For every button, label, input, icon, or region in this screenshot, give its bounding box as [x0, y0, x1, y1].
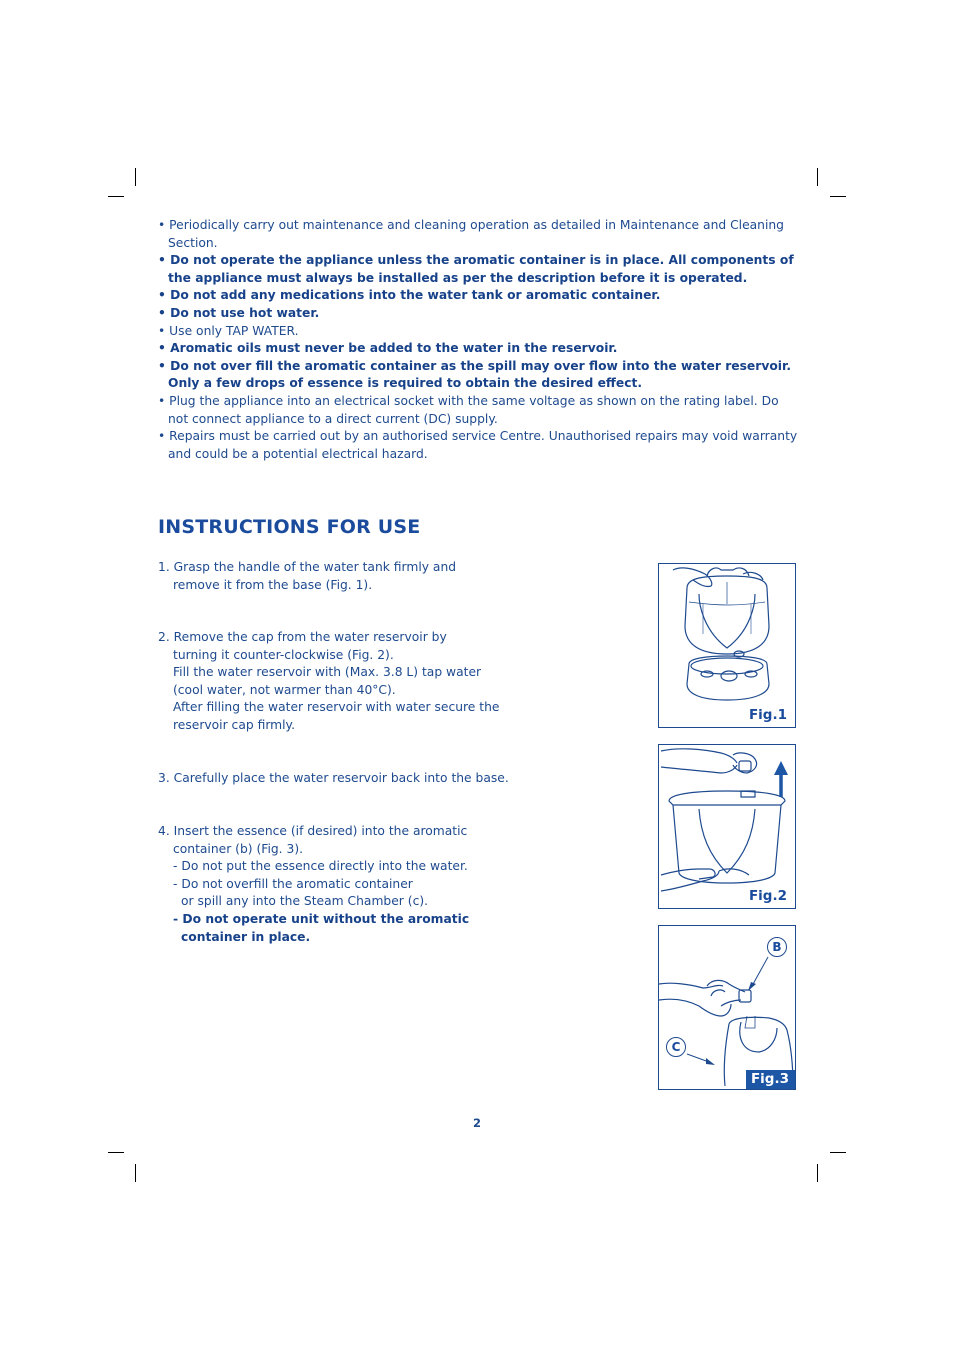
step-text: 4. Insert the essence (if desired) into the aromatic — [158, 824, 468, 838]
crop-mark — [817, 1164, 818, 1182]
step-text: 1. Grasp the handle of the water tank firmly and — [158, 560, 457, 574]
crop-mark — [817, 168, 818, 186]
step-text: container (b) (Fig. 3). — [173, 841, 304, 856]
step-text: turning it counter-clockwise (Fig. 2). — [173, 647, 394, 662]
step-text: remove it from the base (Fig. 1). — [173, 577, 373, 592]
safety-bullet-list — [158, 217, 800, 463]
figure-2 — [658, 744, 796, 909]
bullet-item: • Use only TAP WATER. — [158, 323, 299, 338]
figure-label: Fig.2 — [748, 888, 787, 904]
step-text: or spill any into the Steam Chamber (c). — [181, 894, 429, 909]
reservoir-cap-illustration — [659, 745, 795, 908]
bullet-item: • Do not operate the appliance unless the aromatic container is in place. All components of the appliance must always be installed as per the description before it is operated. — [158, 253, 794, 285]
crop-mark — [108, 1152, 124, 1153]
crop-mark — [135, 1164, 136, 1182]
crop-mark — [135, 168, 136, 186]
bullet-item: • Do not over fill the aromatic container as the spill may over flow into the water reservoir. Only a few drops of essence is required to obtain the desired effect. — [158, 358, 792, 391]
bullet-item: • Plug the appliance into an electrical socket with the same voltage as shown on the rating label. Do not connect appliance to a direct current (DC) supply. — [158, 393, 779, 426]
bullet-item: • Periodically carry out maintenance and cleaning operation as detailed in Maintenance and Cleaning Section. — [158, 218, 784, 250]
step-text: reservoir cap firmly. — [173, 717, 295, 732]
warning-text: - Do not operate unit without the aromatic — [173, 911, 470, 926]
warning-text: container in place. — [181, 929, 311, 944]
page-number: 2 — [472, 1116, 481, 1130]
bullet-item: • Do not use hot water. — [158, 305, 320, 320]
step-2 — [158, 629, 518, 735]
section-heading: INSTRUCTIONS FOR USE — [158, 516, 421, 538]
step-text: After filling the water reservoir with water secure the — [173, 700, 500, 715]
callout-b: B — [767, 937, 787, 957]
step-text: - Do not put the essence directly into the water. — [173, 859, 468, 874]
step-text: 2. Remove the cap from the water reservoir by — [158, 630, 447, 644]
bullet-item: • Do not add any medications into the water tank or aromatic container. — [158, 288, 661, 303]
bullet-item: • Aromatic oils must never be added to the water in the reservoir. — [158, 341, 618, 356]
step-text: Fill the water reservoir with (Max. 3.8 L) tap water — [173, 665, 482, 680]
crop-mark — [830, 196, 846, 197]
step-text: - Do not overfill the aromatic container — [173, 876, 413, 891]
step-1 — [158, 559, 518, 594]
step-text: 3. Carefully place the water reservoir back into the base. — [158, 771, 509, 785]
step-3 — [158, 770, 518, 788]
figure-label: Fig.3 — [746, 1070, 795, 1089]
step-text: (cool water, not warmer than 40°C). — [173, 682, 396, 697]
callout-c: C — [666, 1037, 686, 1057]
figure-1 — [658, 563, 796, 728]
crop-mark — [108, 196, 124, 197]
humidifier-tank-illustration — [659, 564, 795, 727]
figure-label: Fig.1 — [748, 707, 787, 723]
crop-mark — [830, 1152, 846, 1153]
step-4 — [158, 823, 518, 946]
figure-3 — [658, 925, 796, 1090]
bullet-item: • Repairs must be carried out by an authorised service Centre. Unauthorised repairs may void warranty and could be a potential electrical hazard. — [158, 429, 798, 461]
